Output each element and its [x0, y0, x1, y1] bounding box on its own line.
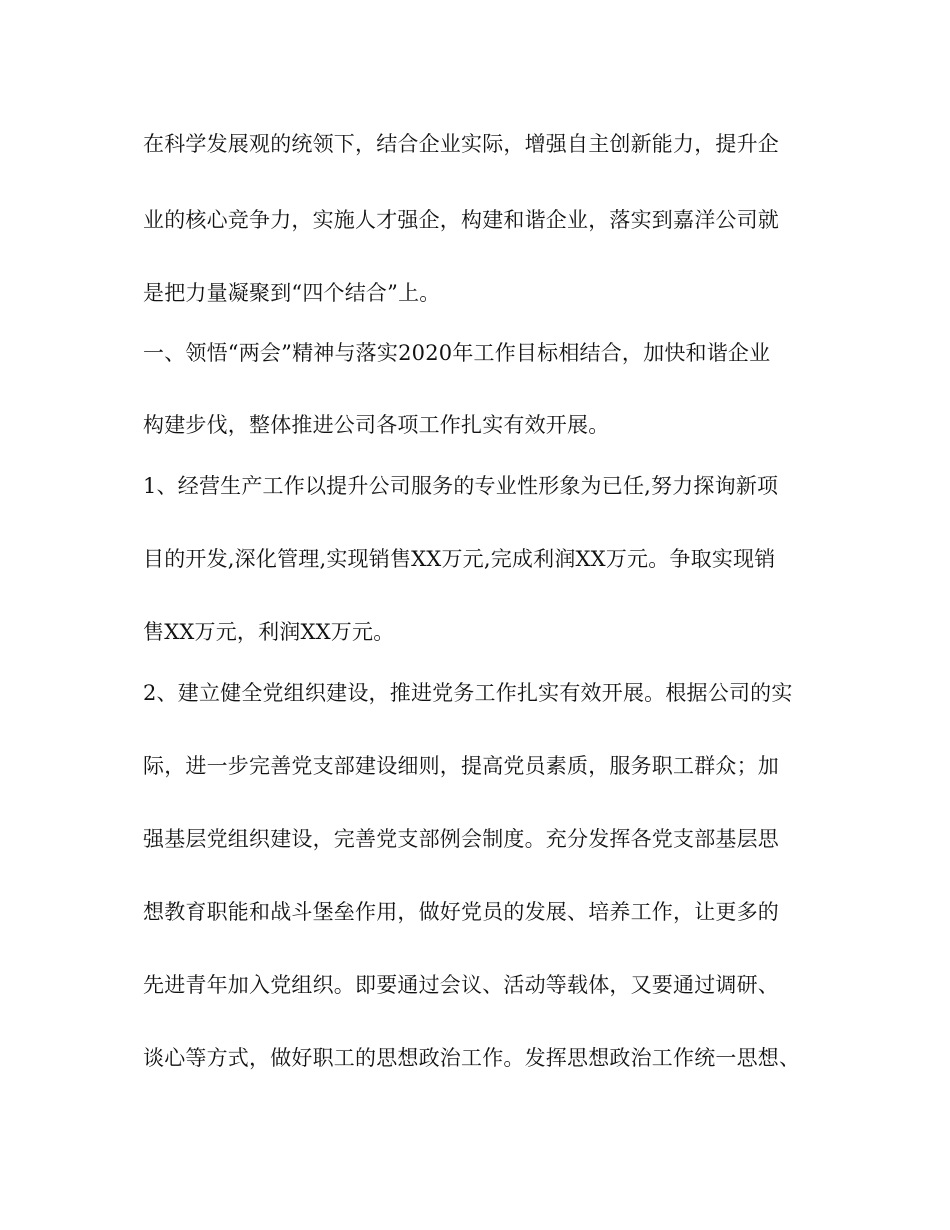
list-item-line: 际，进一步完善党支部建设细则，提高党员素质，服务职工群众；加 — [143, 754, 779, 778]
paragraph-line: 是把力量凝聚到“四个结合”上。 — [143, 281, 441, 305]
list-item-line: 先进青年加入党组织。即要通过会议、活动等载体，又要通过调研、 — [143, 973, 779, 997]
list-item-line: 想教育职能和战斗堡垒作用，做好党员的发展、培养工作，让更多的 — [143, 900, 779, 924]
list-item-line: 1、经营生产工作以提升公司服务的专业性形象为已任,努力探询新项 — [143, 474, 779, 498]
paragraph-line: 业的核心竞争力，实施人才强企，构建和谐企业，落实到嘉洋公司就 — [143, 208, 779, 232]
list-item-line: 2、建立健全党组织建设，推进党务工作扎实有效开展。根据公司的实 — [143, 681, 793, 705]
list-item-line: 强基层党组织建设，完善党支部例会制度。充分发挥各党支部基层思 — [143, 827, 779, 851]
list-item-line: 售XX万元，利润XX万元。 — [143, 620, 395, 644]
list-item-line: 谈心等方式，做好职工的思想政治工作。发挥思想政治工作统一思想、 — [143, 1046, 801, 1070]
list-item-line: 目的开发,深化管理,实现销售XX万元,完成利润XX万元。争取实现销 — [143, 547, 776, 571]
section-heading-line: 一、领悟“两会”精神与落实2020年工作目标相结合，加快和谐企业 — [143, 341, 771, 365]
section-heading-line: 构建步伐，整体推进公司各项工作扎实有效开展。 — [143, 413, 610, 437]
paragraph-line: 在科学发展观的统领下，结合企业实际，增强自主创新能力，提升企 — [143, 132, 779, 156]
